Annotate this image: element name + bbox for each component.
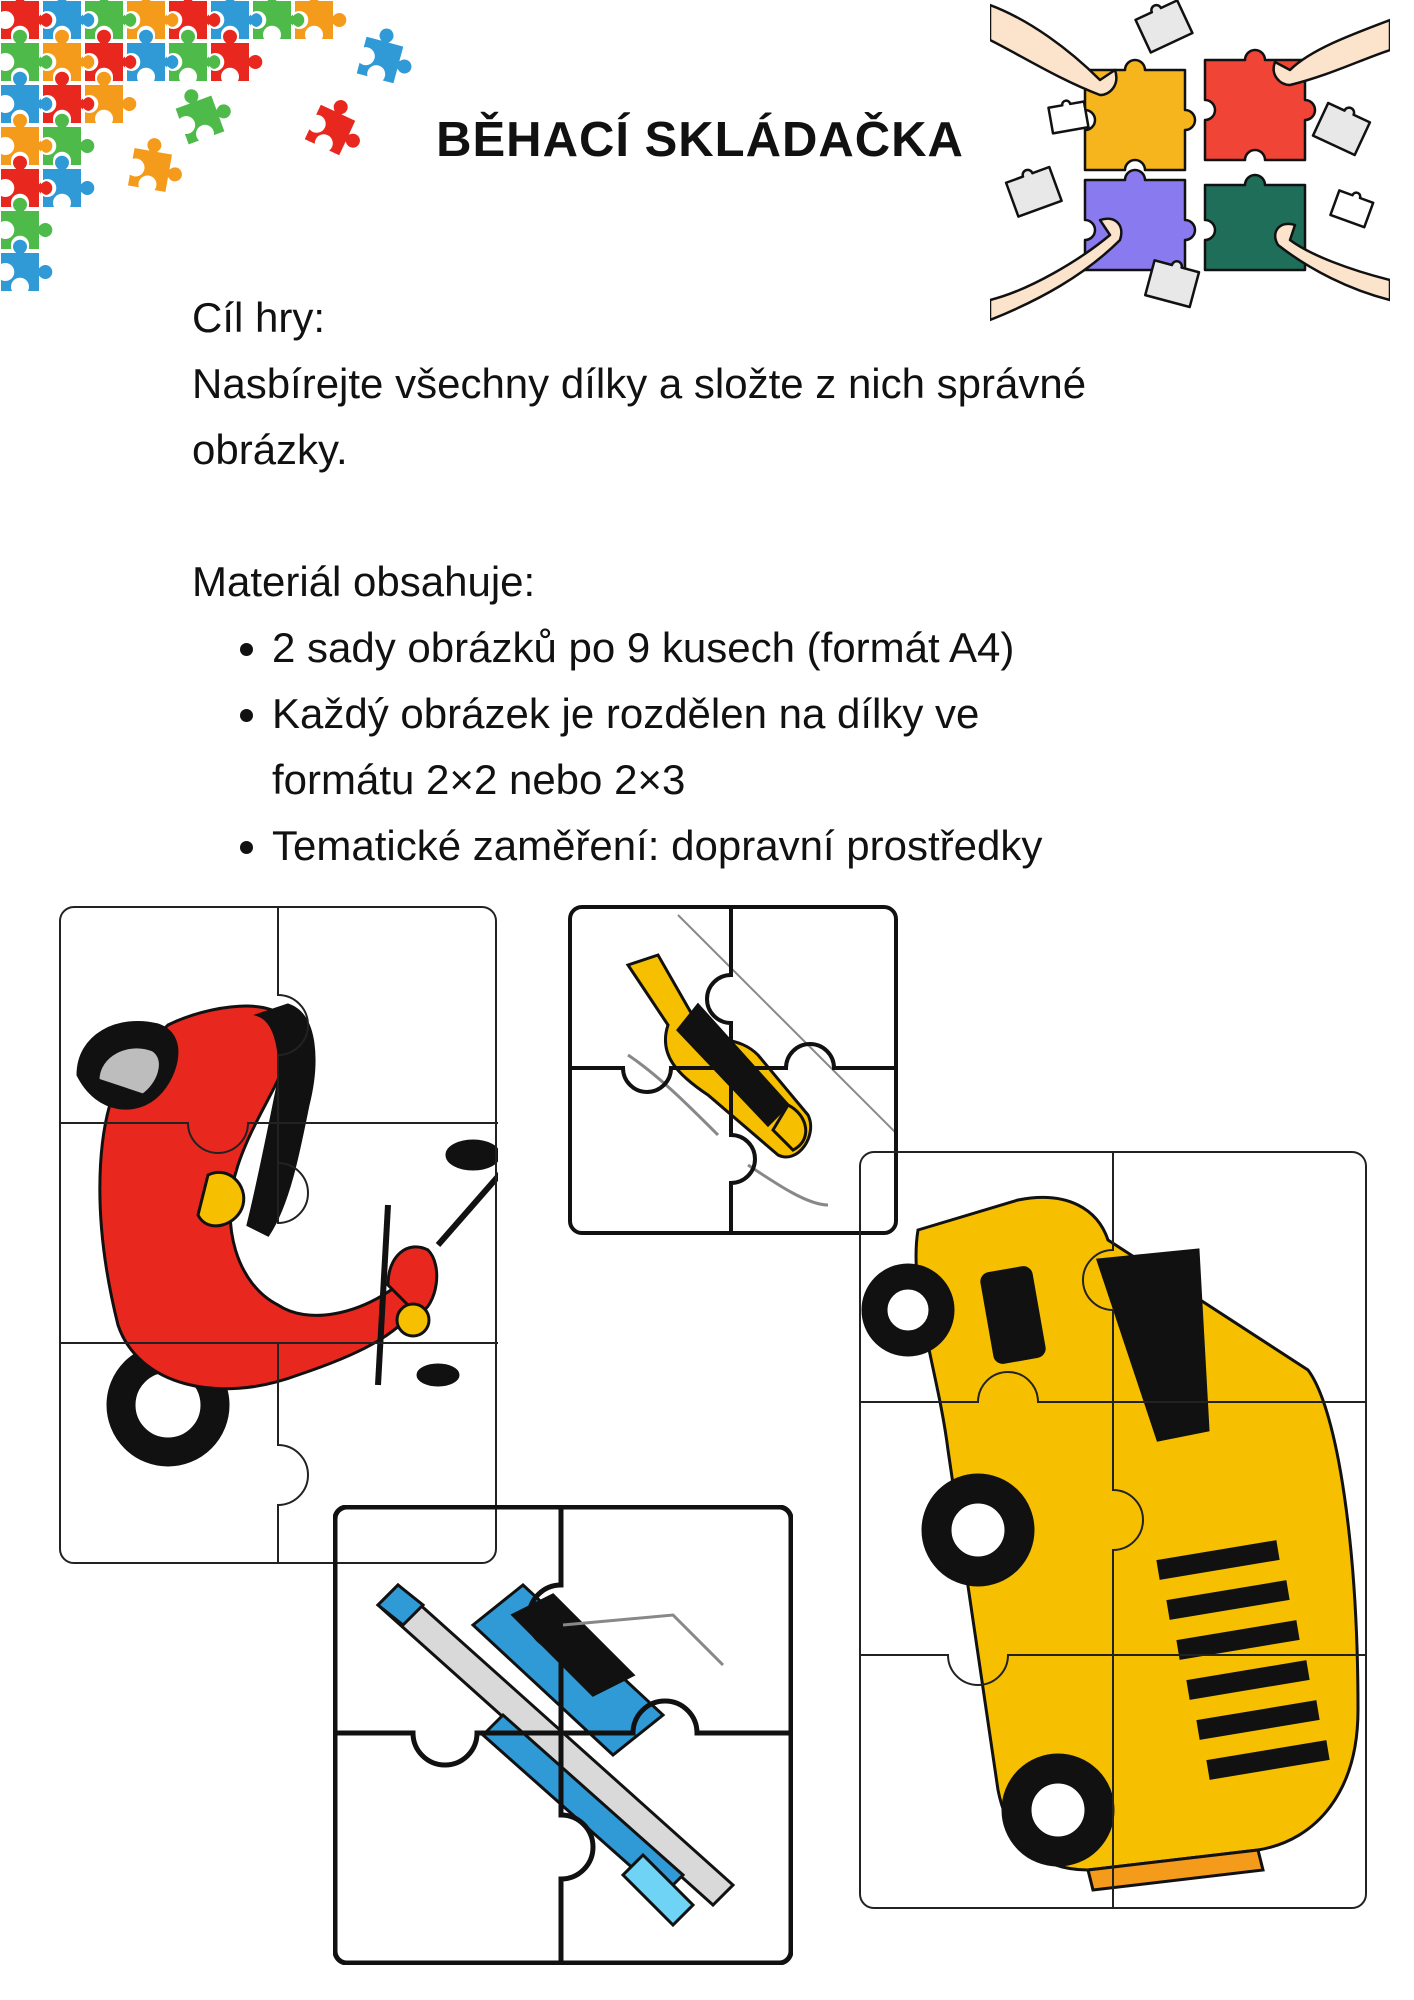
list-item: • Tematické zaměření: dopravní prostředky <box>272 813 1242 879</box>
bus-puzzle <box>858 1150 1368 1910</box>
tram-image <box>378 1585 733 1925</box>
text-block <box>192 285 1242 879</box>
goal-line-1: Nasbírejte všechny dílky a složte z nich správné <box>192 360 1087 407</box>
page-title: BĚHACÍ SKLÁDAČKA <box>436 113 964 167</box>
puzzle-pieces-icon <box>0 0 421 292</box>
scooter-puzzle <box>58 905 498 1565</box>
scooter-image <box>78 1005 498 1465</box>
bus-image <box>863 1197 1358 1890</box>
helicopter-puzzle <box>568 905 898 1235</box>
tram-puzzle <box>333 1505 793 1965</box>
goal-line-2: obrázky. <box>192 426 348 473</box>
hands-puzzle-illustration <box>990 0 1390 330</box>
corner-puzzle-decoration <box>0 0 440 320</box>
material-list <box>192 615 1242 879</box>
goal-heading: Cíl hry: <box>192 294 326 341</box>
hands-assembling-puzzle-icon <box>990 0 1390 320</box>
material-heading: Materiál obsahuje: <box>192 558 536 605</box>
list-item: • 2 sady obrázků po 9 kusech (formát A4) <box>272 615 1242 681</box>
list-item: • Každý obrázek je rozdělen na dílky ve <box>272 681 1242 747</box>
list-item: formátu 2×2 nebo 2×3 <box>272 756 686 803</box>
